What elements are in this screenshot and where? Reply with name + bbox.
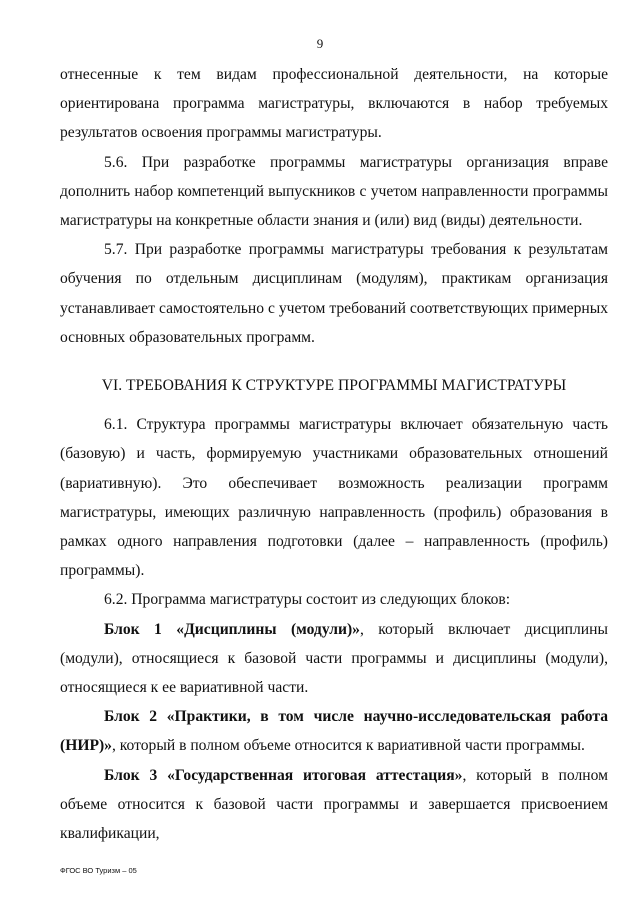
block-2-text: , который в полном объеме относится к вариативной части программы. bbox=[111, 737, 585, 755]
block-1-text: , который включает дисциплины (модули), относящиеся к базовой части программы и дисциплины (модули), относящиеся к ее вариативной части. bbox=[60, 620, 608, 697]
paragraph-block-3 bbox=[60, 761, 608, 849]
section-heading: VI. ТРЕБОВАНИЯ К СТРУКТУРЕ ПРОГРАММЫ МАГИСТРАТУРЫ bbox=[101, 377, 567, 395]
paragraph-continuation: отнесенные к тем видам профессиональной деятельности, на которые ориентирована программа магистратуры, включаются в набор требуемых результатов освоения программы магистратуры. bbox=[60, 66, 608, 142]
paragraph-5-6: 5.6. При разработке программы магистратуры организация вправе дополнить набор компетенций выпускников с учетом направленности программы магистратуры на конкретные области знания и (или) вид (виды) деятельности. bbox=[60, 153, 608, 230]
paragraph-6-2: 6.2. Программа магистратуры состоит из следующих блоков: bbox=[104, 591, 511, 609]
footer-label: ФГОС ВО Туризм – 05 bbox=[60, 866, 137, 875]
paragraph-5-7: 5.7. При разработке программы магистратуры требования к результатам обучения по отдельным дисциплинам (модулям), практикам организация устанавливает самостоятельно с учетом требований соответствующих примерных основных образовательных программ. bbox=[60, 241, 608, 346]
block-2-title: Блок 2 «Практики, в том числе научно-исследовательская работа (НИР)» bbox=[60, 708, 608, 755]
document-body bbox=[60, 60, 608, 848]
block-3-text: , который в полном объеме относится к базовой части программы и завершается присвоением квалификации, bbox=[60, 766, 608, 843]
block-3-title: Блок 3 «Государственная итоговая аттестация» bbox=[104, 766, 463, 784]
block-1-title: Блок 1 «Дисциплины (модули)» bbox=[104, 620, 360, 638]
paragraph-6-1: 6.1. Структура программы магистратуры включает обязательную часть (базовую) и часть, формируемую участниками образовательных отношений (вариативную). Это обеспечивает возможность реализации программ магистратуры, имеющих различную направленность (профиль) образования в рамках одного направления подготовки (далее – направленность (профиль) программы). bbox=[60, 416, 608, 580]
paragraph-block-2 bbox=[60, 702, 608, 760]
paragraph-block-1 bbox=[60, 615, 608, 703]
page-number: 9 bbox=[316, 36, 324, 51]
